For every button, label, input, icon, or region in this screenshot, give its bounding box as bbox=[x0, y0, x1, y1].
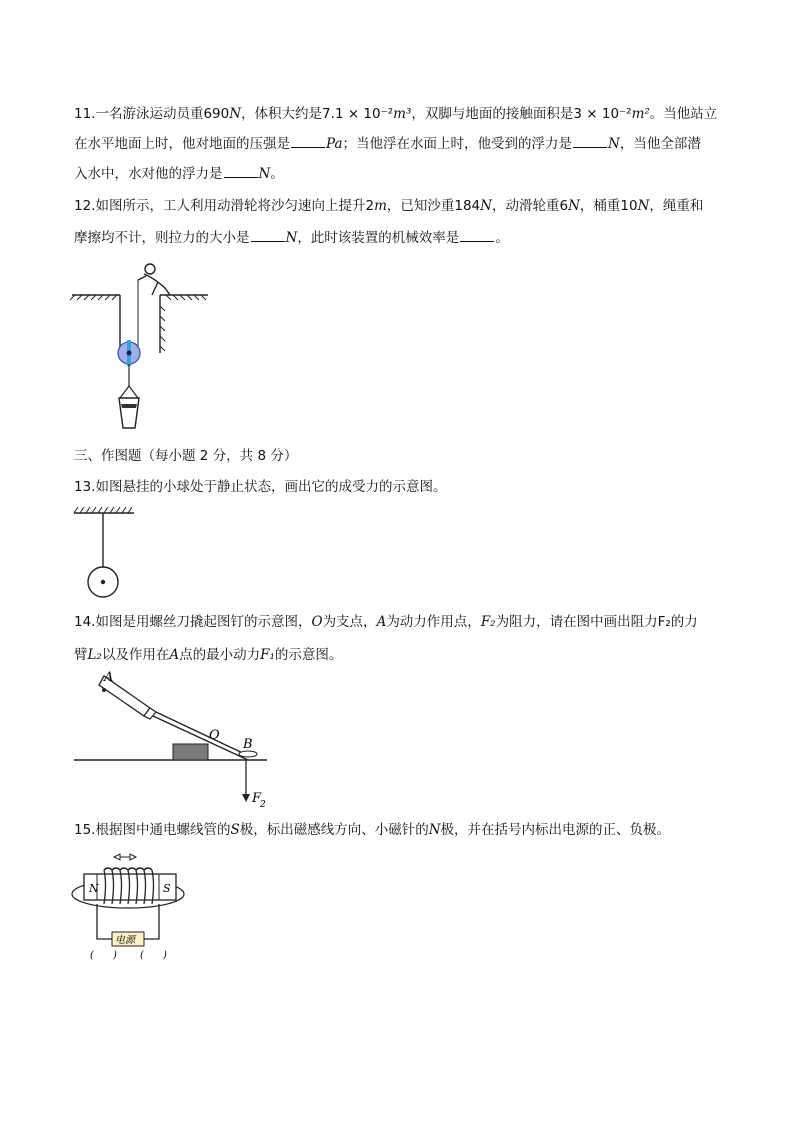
answer-blank[interactable] bbox=[251, 229, 285, 242]
q13-text: 13.如图悬挂的小球处于静止状态，画出它的成受力的示意图。 bbox=[74, 479, 447, 495]
q11-line-3: 入水中，水对他的浮力是 N。 bbox=[74, 166, 284, 182]
q14-line-1: 14.如图是用螺丝刀撬起图钉的示意图，O为支点，A为动力作用点，F₂为阻力，请在图中画出阻力F₂的力 bbox=[74, 614, 698, 630]
answer-blank[interactable] bbox=[224, 165, 258, 178]
answer-blank[interactable] bbox=[573, 135, 607, 148]
q12-line-1: 12.如图所示，工人利用动滑轮将沙匀速向上提升2m，已知沙重184N，动滑轮重6N，桶重10N，绳重和 bbox=[74, 198, 704, 214]
solenoid-figure bbox=[70, 848, 190, 964]
paren-right[interactable]: ( ) bbox=[140, 950, 167, 961]
label-f-sub: 2 bbox=[260, 800, 266, 810]
q11-line-1: 11.一名游泳运动员重690N，体积大约是7.1 × 10⁻²m³，双脚与地面的接触面积是3 × 10⁻²m²。当他站立 bbox=[74, 106, 718, 122]
q15-line-1: 15.根据图中通电螺线管的S极，标出磁感线方向、小磁针的N极，并在括号内标出电源的正、负极。 bbox=[74, 822, 671, 838]
label-a: A bbox=[104, 670, 114, 685]
section-heading: 三、作图题（每小题 2 分，共 8 分） bbox=[74, 448, 298, 464]
screwdriver-figure bbox=[70, 668, 275, 813]
label-f: F bbox=[252, 791, 262, 806]
solenoid-n-label: N bbox=[89, 882, 99, 895]
answer-blank[interactable] bbox=[460, 229, 494, 242]
answer-blank[interactable] bbox=[291, 135, 325, 148]
q14-line-2: 臂L₂以及作用在A点的最小动力F₁的示意图。 bbox=[74, 647, 343, 663]
label-o: O bbox=[209, 728, 220, 743]
pulley-figure bbox=[70, 258, 220, 438]
q11-text: 11.一名游泳运动员重690 bbox=[74, 106, 230, 122]
hanging-ball-figure bbox=[70, 505, 150, 600]
label-b: B bbox=[243, 737, 253, 752]
paren-left[interactable]: ( ) bbox=[90, 950, 117, 961]
solenoid-s-label: S bbox=[163, 882, 171, 895]
q12-line-2: 摩擦均不计，则拉力的大小是 N，此时该装置的机械效率是 。 bbox=[74, 230, 509, 246]
q11-line-2: 在水平地面上时，他对地面的压强是 Pa；当他浮在水面上时，他受到的浮力是 N，当他全部潜 bbox=[74, 136, 701, 152]
power-source-label: 电源 bbox=[115, 935, 135, 946]
